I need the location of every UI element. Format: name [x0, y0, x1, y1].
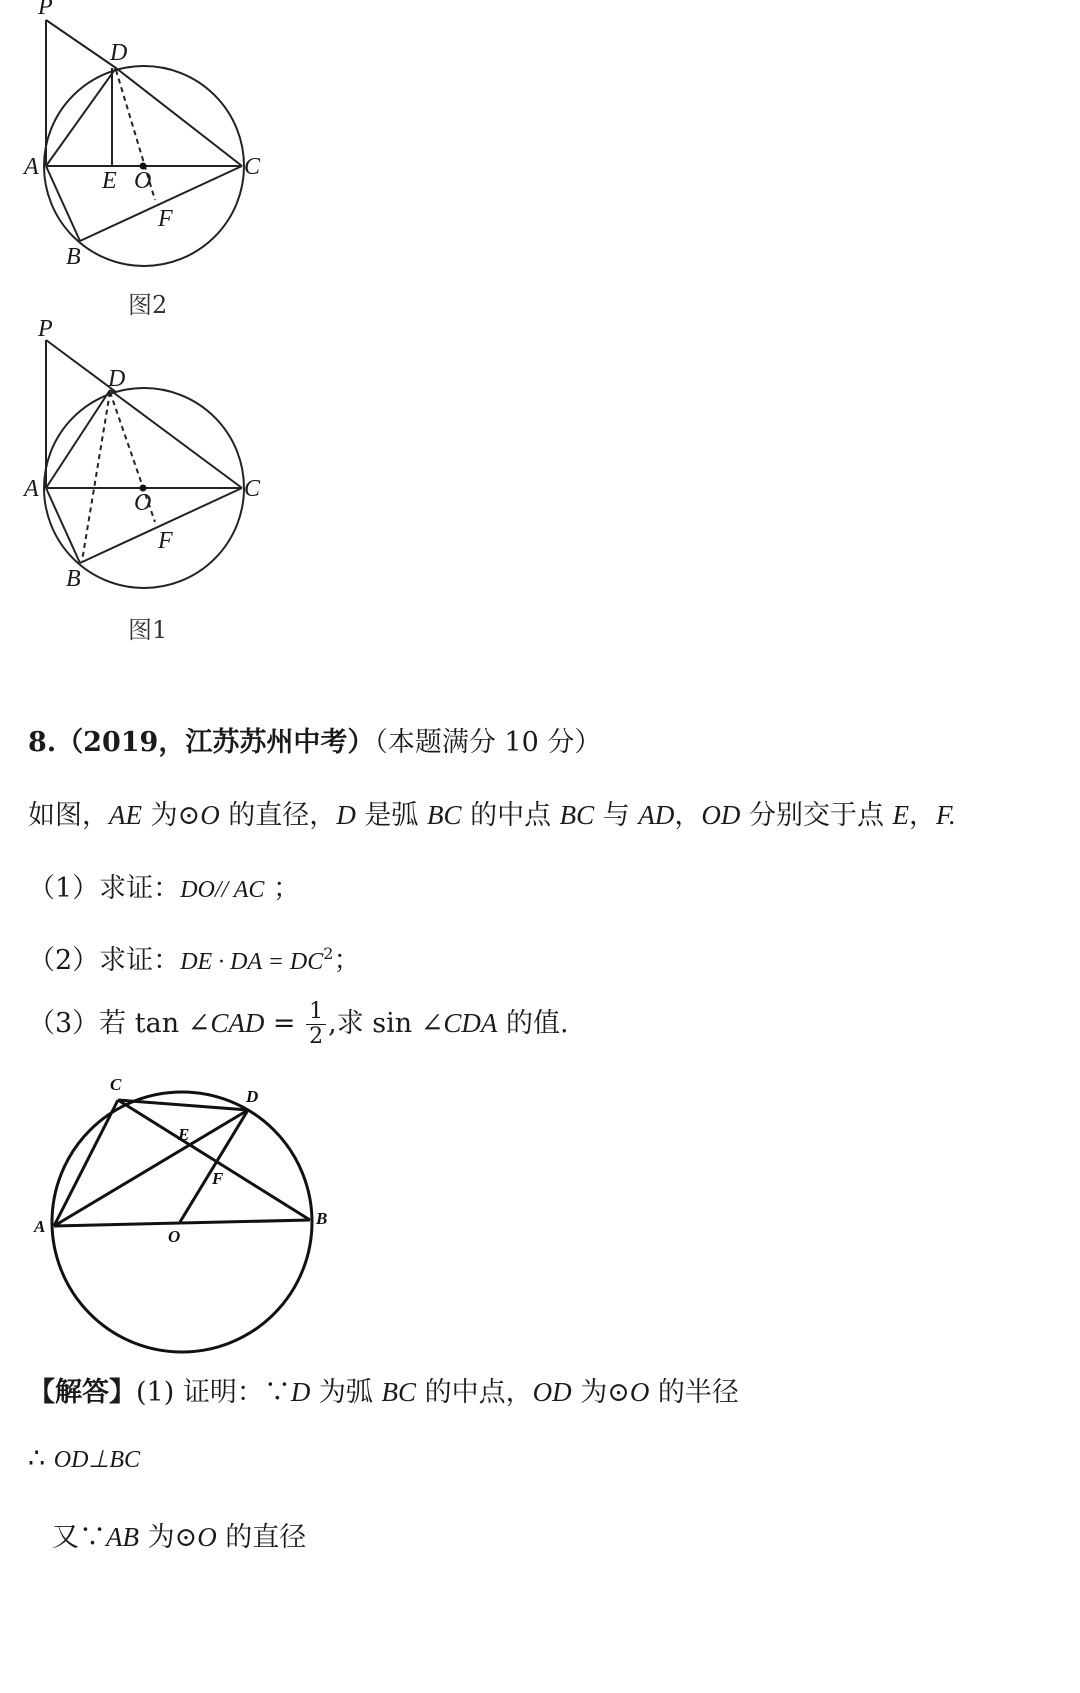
q2-math: DE · DA = DC: [180, 949, 324, 975]
solution-line-1: 【解答】(1) 证明：∵D 为弧 BC 的中点，OD 为⊙O 的半径: [28, 1377, 739, 1408]
label-A: A: [24, 476, 39, 502]
problem-number: 8.: [28, 727, 57, 758]
problem-score: （本题满分 10 分）: [374, 727, 602, 758]
figure-2: [20, 0, 280, 290]
label-E: E: [102, 168, 117, 194]
label-F: F: [158, 528, 173, 554]
label-B: B: [66, 244, 81, 270]
label-C: C: [110, 1075, 122, 1094]
label-D: D: [110, 40, 128, 66]
figure-2-diagram: [20, 0, 280, 290]
problem-statement: 如图，AE 为⊙O 的直径，D 是弧 BC 的中点 BC 与 AD，OD 分别交于点 E，F.: [28, 800, 956, 831]
problem-header: [28, 720, 601, 759]
label-A: A: [24, 154, 39, 180]
label-F: F: [212, 1169, 224, 1188]
question-2: （2）求证：DE · DA = $DC^2$；: [28, 944, 361, 976]
solution-tag: 【解答】: [28, 1377, 136, 1408]
question-3: （3）若 tan ∠CAD = $\frac{1}{2}$ ,求 sin ∠CDA 的值.: [28, 999, 569, 1050]
label-B: B: [316, 1209, 328, 1228]
question-1: （1）求证：DO// AC ；: [28, 873, 301, 904]
label-E: E: [178, 1125, 190, 1144]
label-O: O: [168, 1227, 181, 1246]
label-O: O: [134, 490, 152, 516]
figure-2-caption: 图2: [128, 291, 168, 319]
label-C: C: [244, 154, 261, 180]
figure-1: [20, 320, 280, 610]
problem-source: （2019，江苏苏州中考）: [56, 727, 375, 758]
label-D: D: [108, 366, 126, 392]
label-C: C: [244, 476, 261, 502]
figure-1-diagram: [20, 320, 280, 610]
label-A: A: [34, 1217, 46, 1236]
fraction-one-half: $\frac{1}{2}$: [306, 1000, 326, 1049]
q1-math: DO// AC: [180, 877, 265, 903]
label-D: D: [246, 1087, 259, 1106]
solution-line-2: ∴ OD⊥BC: [28, 1443, 141, 1474]
figure-3: [20, 1070, 340, 1370]
label-P: P: [38, 0, 53, 20]
solution-line-3: 又∵AB 为⊙O 的直径: [52, 1522, 307, 1553]
label-B: B: [66, 566, 81, 592]
figure-1-caption: 图1: [128, 616, 168, 644]
label-O: O: [134, 168, 152, 194]
figure-3-diagram: [20, 1070, 340, 1370]
label-F: F: [158, 206, 173, 232]
label-P: P: [38, 320, 53, 342]
